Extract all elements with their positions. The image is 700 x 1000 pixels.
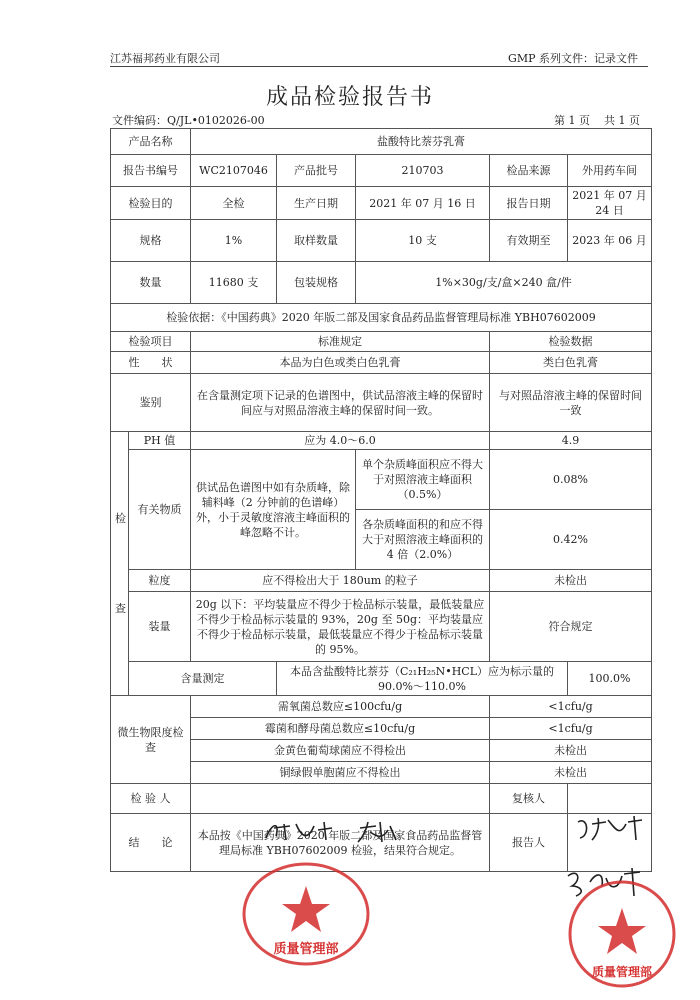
left-seal-label: 质量管理部 — [273, 942, 339, 957]
report-date-label: 报告日期 — [490, 187, 568, 220]
yeast-mold-standard: 霉菌和酵母菌总数应≤10cfu/g — [191, 718, 490, 740]
row-appearance — [111, 352, 652, 374]
spec-label: 规格 — [111, 220, 191, 262]
row-related-substances-single — [111, 450, 652, 510]
ph-standard: 应为 4.0～6.0 — [191, 432, 490, 450]
microbial-limit-label: 微生物限度检查 — [111, 696, 191, 784]
source-label: 检品来源 — [490, 155, 568, 187]
report-number-value: WC2107046 — [191, 155, 277, 187]
ph-label: PH 值 — [129, 432, 191, 450]
company-name: 江苏福邦药业有限公司 — [110, 52, 220, 65]
appearance-result: 类白色乳膏 — [490, 352, 652, 374]
fill-weight-label: 装量 — [129, 592, 191, 662]
pack-label: 包装规格 — [277, 262, 356, 304]
single-impurity-result: 0.08% — [490, 450, 652, 510]
page-indicator — [554, 112, 640, 128]
row-column-headers — [111, 332, 652, 352]
quality-department-seal-right — [566, 878, 678, 990]
row-conclusion — [111, 814, 652, 872]
assay-standard: 本品含盐酸特比萘芬（C₂₁H₂₅N•HCL）应为标示量的 90.0%～110.0% — [277, 662, 568, 696]
quality-department-seal-left — [240, 858, 372, 966]
row-basis — [111, 304, 652, 332]
assay-result: 100.0% — [568, 662, 652, 696]
pseudomonas-result: 未检出 — [490, 762, 652, 784]
row-product-name — [111, 129, 652, 155]
file-number — [112, 112, 265, 128]
row-report-number — [111, 155, 652, 187]
batch-value: 210703 — [356, 155, 490, 187]
expiry-value: 2023 年 06 月 — [568, 220, 652, 262]
reporter-signature-cell — [568, 814, 652, 872]
particle-size-label: 粒度 — [129, 570, 191, 592]
report-title: 成品检验报告书 — [265, 85, 434, 110]
inspector-signature-cell — [191, 784, 490, 814]
identification-result: 与对照品溶液主峰的保留时间一致 — [490, 374, 652, 432]
row-micro-pseudomonas — [111, 762, 652, 784]
page-total: 共 1 页 — [604, 114, 640, 127]
production-date-value: 2021 年 07 月 16 日 — [356, 187, 490, 220]
related-substances-general: 供试品色谱图中如有杂质峰，除辅料峰（2 分钟前的色谱峰）外，小于灵敏度溶液主峰面积的峰忽略不计。 — [191, 450, 356, 570]
inspection-report-table — [110, 128, 652, 872]
document-type: GMP 系列文件：记录文件 — [508, 52, 638, 65]
staph-result: 未检出 — [490, 740, 652, 762]
row-micro-aerobic — [111, 696, 652, 718]
quantity-value: 11680 支 — [191, 262, 277, 304]
production-date-label: 生产日期 — [277, 187, 356, 220]
identification-standard: 在含量测定项下记录的色谱图中，供试品溶液主峰的保留时间应与对照品溶液主峰的保留时间一致。 — [191, 374, 490, 432]
product-name-value: 盐酸特比萘芬乳膏 — [191, 129, 652, 155]
fill-weight-result: 符合规定 — [490, 592, 652, 662]
source-value: 外用药车间 — [568, 155, 652, 187]
total-impurity-standard: 各杂质峰面积的和应不得大于对照溶液主峰面积的 4 倍（2.0%） — [356, 510, 490, 570]
staph-standard: 金黄色葡萄球菌应不得检出 — [191, 740, 490, 762]
reviewer-signature-cell — [568, 784, 652, 814]
particle-size-standard: 应不得检出大于 180um 的粒子 — [191, 570, 490, 592]
pseudomonas-standard: 铜绿假单胞菌应不得检出 — [191, 762, 490, 784]
assay-label: 含量测定 — [129, 662, 277, 696]
row-ph — [111, 432, 652, 450]
batch-label: 产品批号 — [277, 155, 356, 187]
row-assay — [111, 662, 652, 696]
row-particle-size — [111, 570, 652, 592]
spec-value: 1% — [191, 220, 277, 262]
purpose-value: 全检 — [191, 187, 277, 220]
column-standard: 标准规定 — [191, 332, 490, 352]
row-micro-staph — [111, 740, 652, 762]
inspection-basis: 检验依据：《中国药典》2020 年版二部及国家食品药品监督管理局标准 YBH07602009 — [111, 304, 652, 332]
row-fill-weight — [111, 592, 652, 662]
expiry-label: 有效期至 — [490, 220, 568, 262]
fill-weight-standard: 20g 以下：平均装量应不得少于检品标示装量，最低装量应不得少于检品标示装量的 93%，20g 至 50g：平均装量应不得少于检品标示装量，最低装量应不得少于检品标示装量的 95%。 — [191, 592, 490, 662]
inspector-label: 检 验 人 — [111, 784, 191, 814]
sample-label: 取样数量 — [277, 220, 356, 262]
conclusion-label: 结 论 — [111, 814, 191, 872]
conclusion-text: 本品按《中国药典》2020 年版二部及国家食品药品监督管理局标准 YBH07602009 检验，结果符合规定。 — [191, 814, 490, 872]
reviewer-label: 复核人 — [490, 784, 568, 814]
ph-result: 4.9 — [490, 432, 652, 450]
product-name-label: 产品名称 — [111, 129, 191, 155]
appearance-standard: 本品为白色或类白色乳膏 — [191, 352, 490, 374]
row-micro-yeast — [111, 718, 652, 740]
aerobic-standard: 需氧菌总数应≤100cfu/g — [191, 696, 490, 718]
right-seal-label: 质量管理部 — [591, 965, 653, 979]
yeast-mold-result: <1cfu/g — [490, 718, 652, 740]
row-signatures — [111, 784, 652, 814]
file-number-value: Q/JL•0102026-00 — [167, 114, 265, 127]
sample-value: 10 支 — [356, 220, 490, 262]
row-identification — [111, 374, 652, 432]
purpose-label: 检验目的 — [111, 187, 191, 220]
row-spec — [111, 220, 652, 262]
row-purpose — [111, 187, 652, 220]
appearance-label: 性 状 — [111, 352, 191, 374]
reporter-label: 报告人 — [490, 814, 568, 872]
header-divider — [110, 66, 648, 67]
check-group-label: 检 查 — [111, 432, 129, 696]
related-substances-label: 有关物质 — [129, 450, 191, 570]
identification-label: 鉴别 — [111, 374, 191, 432]
page-number: 第 1 页 — [554, 114, 590, 127]
quantity-label: 数量 — [111, 262, 191, 304]
pack-value: 1%×30g/支/盒×240 盒/件 — [356, 262, 652, 304]
row-quantity — [111, 262, 652, 304]
aerobic-result: <1cfu/g — [490, 696, 652, 718]
file-number-label: 文件编码： — [112, 114, 167, 127]
column-result: 检验数据 — [490, 332, 652, 352]
report-number-label: 报告书编号 — [111, 155, 191, 187]
report-date-value: 2021 年 07 月 24 日 — [568, 187, 652, 220]
particle-size-result: 未检出 — [490, 570, 652, 592]
column-item: 检验项目 — [111, 332, 191, 352]
single-impurity-standard: 单个杂质峰面积应不得大于对照溶液主峰面积（0.5%） — [356, 450, 490, 510]
total-impurity-result: 0.42% — [490, 510, 652, 570]
